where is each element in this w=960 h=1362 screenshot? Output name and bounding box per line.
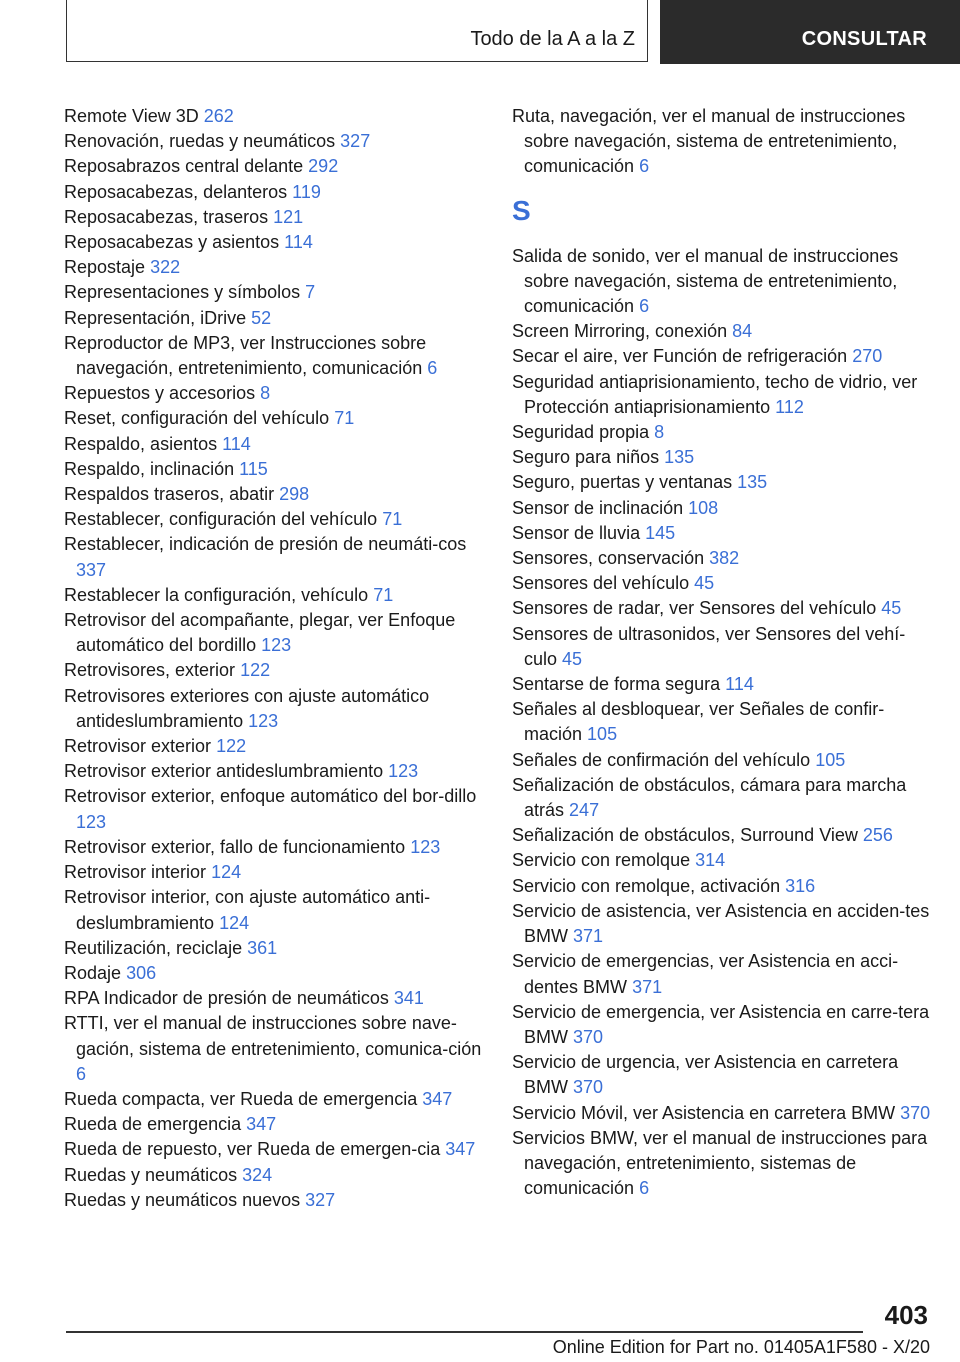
index-entry <box>64 1112 484 1137</box>
index-page-link[interactable]: 123 <box>261 635 292 656</box>
index-entry-text: Señalización de obstáculos, Surround View <box>512 825 858 846</box>
index-entry <box>64 608 484 658</box>
index-entry <box>64 658 484 683</box>
index-entry <box>512 370 932 420</box>
index-entry-text: Reposabrazos central delante <box>64 156 304 177</box>
index-entry <box>64 936 484 961</box>
index-entry-text: Restablecer la configuración, vehículo <box>64 584 369 605</box>
index-entry-text: Sensor de lluvia <box>512 522 641 543</box>
index-entry <box>64 306 484 331</box>
index-entry <box>512 874 932 899</box>
index-entry-text: Remote View 3D <box>64 106 199 126</box>
index-entry-text: Reposacabezas, traseros <box>64 206 269 227</box>
index-entry-text: Ruedas y neumáticos <box>64 1164 238 1185</box>
index-page-link[interactable]: 322 <box>150 257 181 278</box>
index-page-link[interactable]: 124 <box>219 912 250 933</box>
index-column-left <box>64 104 484 1213</box>
index-entry-text: Respaldos traseros, abatir <box>64 484 275 505</box>
index-entry <box>64 759 484 784</box>
index-entry-text: Ruedas y neumáticos nuevos <box>64 1189 301 1210</box>
index-entry <box>64 835 484 860</box>
index-entry <box>512 1050 932 1100</box>
index-page-link[interactable]: 45 <box>562 648 583 669</box>
index-page-link[interactable]: 71 <box>373 584 394 605</box>
index-entry-text: Representaciones y símbolos <box>64 282 301 303</box>
index-entry <box>512 571 932 596</box>
index-entry <box>64 482 484 507</box>
index-entry-text: Ruta, navegación, ver el manual de instrucciones sobre navegación, sistema de entretenimiento, comunicación <box>512 106 906 177</box>
header-title: Todo de la A a la Z <box>470 28 635 50</box>
index-entry-text: Seguro, puertas y ventanas <box>512 472 733 493</box>
index-page-link[interactable]: 135 <box>737 472 768 493</box>
index-page-link[interactable]: 145 <box>645 522 676 543</box>
index-page-link[interactable]: 71 <box>382 509 403 530</box>
index-entry-text: Retrovisor exterior antideslumbramiento <box>64 761 384 782</box>
index-entry <box>512 445 932 470</box>
index-entry <box>512 622 932 672</box>
index-entry <box>512 344 932 369</box>
index-page-link[interactable]: 314 <box>695 850 726 871</box>
index-entry-text: Servicio de emergencias, ver Asistencia en acci-dentes BMW <box>512 951 899 997</box>
index-entry-text: Señales de confirmación del vehículo <box>512 749 811 770</box>
index-page-link[interactable]: 347 <box>246 1114 277 1135</box>
index-group-after <box>512 244 932 1202</box>
index-entry-text: Servicio con remolque <box>512 850 691 871</box>
index-entry-text: Salida de sonido, ver el manual de instrucciones sobre navegación, sistema de entretenimiento, comunicación <box>512 245 899 317</box>
index-entry <box>64 1188 484 1213</box>
index-page-link[interactable]: 8 <box>654 422 665 443</box>
index-page-link[interactable]: 119 <box>292 181 321 202</box>
index-page-link[interactable]: 84 <box>732 321 753 342</box>
index-entry <box>512 697 932 747</box>
index-entry-text: Retrovisores exteriores con ajuste automático antideslumbramiento <box>64 685 430 731</box>
index-page-link[interactable]: 370 <box>900 1102 931 1123</box>
index-entry-text: Servicios BMW, ver el manual de instrucciones para navegación, entretenimiento, sistemas de comunicación <box>512 1127 928 1199</box>
index-page-link[interactable]: 123 <box>248 710 279 731</box>
index-page-link[interactable]: 6 <box>427 358 438 379</box>
index-page-link[interactable]: 8 <box>260 383 271 404</box>
index-page-link[interactable]: 114 <box>725 674 754 695</box>
index-entry-text: Restablecer, indicación de presión de neumáti-cos <box>64 534 467 555</box>
index-entry-text: Repostaje <box>64 257 146 278</box>
index-entry-text: Señales al desbloquear, ver Señales de confir-mación <box>512 699 885 745</box>
index-group-before <box>512 104 932 180</box>
index-entry <box>64 507 484 532</box>
index-page-link[interactable]: 306 <box>126 962 157 983</box>
index-entry-text: Representación, iDrive <box>64 307 247 328</box>
index-page-link[interactable]: 114 <box>284 232 313 253</box>
index-page-link[interactable]: 270 <box>852 346 883 367</box>
index-entry-text: Servicio de asistencia, ver Asistencia en acciden-tes BMW <box>512 900 930 947</box>
index-entry-text: Rueda de repuesto, ver Rueda de emergen-cia <box>64 1139 441 1160</box>
index-page-link[interactable]: 371 <box>573 926 604 947</box>
index-entry <box>64 154 484 179</box>
index-column-right <box>512 104 932 1201</box>
index-page-link[interactable]: 292 <box>308 156 339 177</box>
index-entry-text: Servicio de urgencia, ver Asistencia en carretera BMW <box>512 1052 899 1098</box>
index-page-link[interactable]: 122 <box>216 736 247 757</box>
index-page-link[interactable]: 298 <box>279 484 310 505</box>
index-entry-text: Rodaje <box>64 962 122 983</box>
index-page-link[interactable]: 52 <box>251 307 272 328</box>
index-entry <box>512 1126 932 1202</box>
index-entry <box>64 583 484 608</box>
index-entry <box>64 532 484 582</box>
index-entry <box>64 684 484 734</box>
index-entry-text: Retrovisor interior <box>64 862 207 883</box>
index-entry-text: Rueda compacta, ver Rueda de emergencia <box>64 1088 418 1109</box>
index-entry <box>512 521 932 546</box>
index-entry <box>64 180 484 205</box>
index-entry-text: Sensores de ultrasonidos, ver Sensores del vehí-culo <box>512 623 906 669</box>
index-entry <box>512 823 932 848</box>
index-entry <box>512 748 932 773</box>
index-page-link[interactable]: 371 <box>632 976 663 997</box>
index-page-link[interactable]: 45 <box>881 598 902 619</box>
index-entry <box>512 319 932 344</box>
index-entry <box>64 129 484 154</box>
index-entry-text: Seguridad antiaprisionamiento, techo de vidrio, ver Protección antiaprisionamiento <box>512 371 918 417</box>
index-page-link[interactable]: 316 <box>785 875 816 896</box>
index-entry <box>512 496 932 521</box>
index-entry-text: Reutilización, reciclaje <box>64 937 243 958</box>
index-entry <box>512 899 932 949</box>
index-entry-text: Reproductor de MP3, ver Instrucciones sobre navegación, entretenimiento, comunicación <box>64 332 427 379</box>
index-page-link[interactable]: 123 <box>76 811 107 832</box>
index-entry-text: Señalización de obstáculos, cámara para marcha atrás <box>512 774 907 821</box>
index-page-link[interactable]: 105 <box>815 749 846 770</box>
index-entry <box>64 432 484 457</box>
index-entry <box>64 1137 484 1162</box>
index-entry-text: Repuestos y accesorios <box>64 383 256 404</box>
index-entry-text: Retrovisor exterior, fallo de funcionamiento <box>64 836 406 857</box>
index-entry <box>64 255 484 280</box>
index-page-link[interactable]: 114 <box>222 433 251 454</box>
index-page-link[interactable]: 6 <box>639 156 650 177</box>
index-entry-text: Sentarse de forma segura <box>512 674 721 695</box>
index-entry-text: Rueda de emergencia <box>64 1114 242 1135</box>
index-entry-text: Screen Mirroring, conexión <box>512 321 728 342</box>
index-entry-text: Sensor de inclinación <box>512 497 684 518</box>
index-entry-text: Restablecer, configuración del vehículo <box>64 509 378 530</box>
index-entry <box>64 331 484 381</box>
index-page-link[interactable]: 7 <box>305 282 316 303</box>
index-entry-text: Seguridad propia <box>512 422 650 443</box>
index-entry <box>64 230 484 255</box>
index-entry-text: Reposacabezas y asientos <box>64 232 280 253</box>
index-entry-text: Servicio Móvil, ver Asistencia en carretera BMW <box>512 1102 896 1123</box>
index-page-link[interactable]: 256 <box>862 825 893 846</box>
index-entry <box>512 244 932 320</box>
page-number: 403 <box>884 1300 928 1330</box>
index-entry <box>64 734 484 759</box>
index-entry-text: Reposacabezas, delanteros <box>64 181 288 202</box>
index-entry <box>64 784 484 834</box>
index-entry-text: Sensores de radar, ver Sensores del vehículo <box>512 598 877 619</box>
header-frame <box>66 0 648 62</box>
index-entry <box>64 986 484 1011</box>
index-page-link[interactable]: 324 <box>242 1164 273 1185</box>
index-entry <box>512 672 932 697</box>
index-entry-text: Secar el aire, ver Función de refrigeración <box>512 346 848 367</box>
index-page-link[interactable]: 361 <box>247 937 278 958</box>
index-entry-text: Retrovisor del acompañante, plegar, ver Enfoque automático del bordillo <box>64 610 456 656</box>
index-entry <box>64 104 484 129</box>
index-entry-text: Servicio con remolque, activación <box>512 875 781 896</box>
index-entry <box>512 848 932 873</box>
index-page-link[interactable]: 327 <box>305 1189 336 1210</box>
index-entry <box>512 420 932 445</box>
index-entry-text: Sensores, conservación <box>512 548 705 569</box>
index-entry <box>64 205 484 230</box>
index-entry <box>64 1011 484 1087</box>
index-entry-text: Reset, configuración del vehículo <box>64 408 330 429</box>
index-page-link[interactable]: 122 <box>240 660 271 681</box>
index-entry-text: RTTI, ver el manual de instrucciones sobre nave-gación, sistema de entretenimiento, comunica-ción <box>64 1013 482 1059</box>
section-letter-s: S <box>512 194 531 226</box>
header-tab-label: CONSULTAR <box>801 28 927 50</box>
index-entry-text: Retrovisor exterior, enfoque automático del bor-dillo <box>64 786 477 807</box>
footer-edition: Online Edition for Part no. 01405A1F580 - X/20 <box>552 1337 930 1357</box>
index-entry <box>64 1087 484 1112</box>
index-entry <box>64 860 484 885</box>
index-page-link[interactable]: 247 <box>569 800 600 821</box>
index-entry <box>512 596 932 621</box>
index-page-link[interactable]: 262 <box>203 106 234 126</box>
index-page-link[interactable]: 347 <box>445 1139 476 1160</box>
index-entry-text: Renovación, ruedas y neumáticos <box>64 131 336 152</box>
header-tab-consultar[interactable] <box>660 0 960 64</box>
index-entry <box>512 1101 932 1126</box>
index-entry <box>512 773 932 823</box>
index-entry-text: Servicio de emergencia, ver Asistencia en carre-tera BMW <box>512 1001 930 1047</box>
index-entry-text: Retrovisores, exterior <box>64 660 236 681</box>
index-page-link[interactable]: 135 <box>664 447 695 468</box>
index-page-link[interactable]: 6 <box>639 296 650 317</box>
index-entry <box>64 885 484 935</box>
index-entry-text: Respaldo, asientos <box>64 433 218 454</box>
index-page-link[interactable]: 121 <box>273 206 304 227</box>
index-entry-text: Respaldo, inclinación <box>64 458 235 479</box>
index-entry <box>512 104 932 180</box>
index-page-link[interactable]: 6 <box>639 1178 650 1199</box>
index-page-link[interactable]: 108 <box>688 497 719 518</box>
index-page-link[interactable]: 337 <box>76 559 107 580</box>
index-entry <box>64 381 484 406</box>
index-entry-text: RPA Indicador de presión de neumáticos <box>64 988 389 1009</box>
index-page-link[interactable]: 327 <box>340 131 371 152</box>
index-page-link[interactable]: 6 <box>76 1063 87 1084</box>
index-entry <box>64 961 484 986</box>
index-page-link[interactable]: 45 <box>694 573 715 594</box>
index-page-link[interactable]: 370 <box>573 1026 604 1047</box>
footer-divider <box>66 1331 863 1333</box>
index-page-link[interactable]: 382 <box>709 548 740 569</box>
index-entry-text: Retrovisor exterior <box>64 736 212 757</box>
index-entry <box>64 280 484 305</box>
index-entry <box>512 1000 932 1050</box>
index-entry-text: Seguro para niños <box>512 447 660 468</box>
index-entry <box>64 406 484 431</box>
index-entry-text: Retrovisor interior, con ajuste automático anti-deslumbramiento <box>64 887 431 933</box>
index-page-link[interactable]: 124 <box>211 862 242 883</box>
index-page-link[interactable]: 341 <box>393 988 424 1009</box>
index-entry <box>512 546 932 571</box>
index-entry <box>512 949 932 999</box>
index-page-link[interactable]: 347 <box>422 1088 453 1109</box>
index-page-link[interactable]: 71 <box>334 408 355 429</box>
index-page-link[interactable]: 123 <box>388 761 419 782</box>
index-page-link[interactable]: 115 <box>239 458 268 479</box>
index-entry <box>512 470 932 495</box>
index-entry-text: Sensores del vehículo <box>512 573 690 594</box>
index-page-link[interactable]: 123 <box>410 836 441 857</box>
index-page-link[interactable]: 370 <box>573 1077 604 1098</box>
index-entry <box>64 1163 484 1188</box>
index-entry <box>64 457 484 482</box>
index-page-link[interactable]: 112 <box>775 396 804 417</box>
index-page-link[interactable]: 105 <box>587 724 618 745</box>
